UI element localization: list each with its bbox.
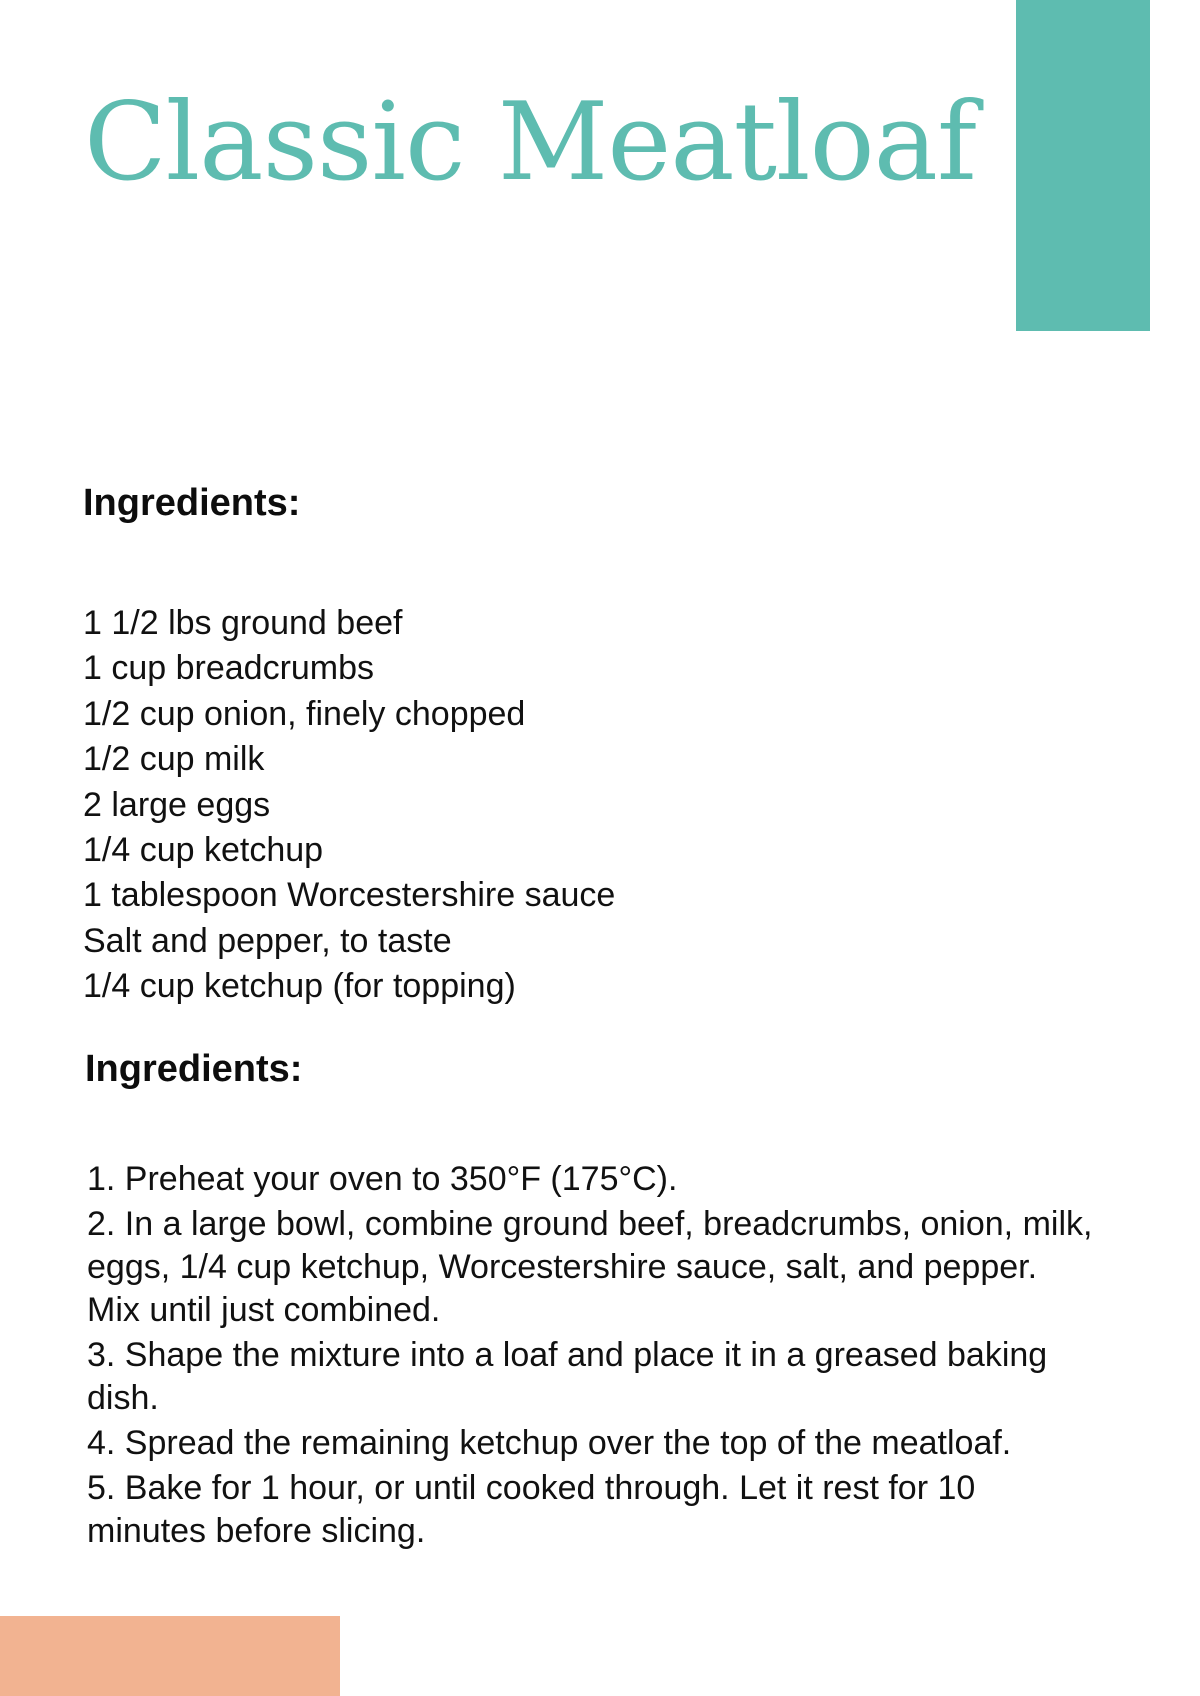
- instruction-step: 1. Preheat your oven to 350°F (175°C).: [87, 1160, 678, 1198]
- instruction-list: [87, 1158, 1097, 1555]
- instructions-heading: Ingredients:: [85, 1048, 303, 1090]
- ingredient-item: 1 1/2 lbs ground beef: [83, 604, 403, 642]
- instruction-step: 2. In a large bowl, combine ground beef, breadcrumbs, onion, milk, eggs, 1/4 cup ketchup, Worcestershire sauce, salt, and pepper. Mix until just combined.: [87, 1205, 1093, 1329]
- ingredient-item: 1 cup breadcrumbs: [83, 649, 375, 688]
- ingredient-item: 1/2 cup onion, finely chopped: [83, 694, 526, 733]
- instruction-step: 4. Spread the remaining ketchup over the top of the meatloaf.: [87, 1424, 1012, 1462]
- instruction-step: 3. Shape the mixture into a loaf and place it in a greased baking dish.: [87, 1336, 1048, 1417]
- ingredient-item: 1/4 cup ketchup (for topping): [83, 967, 516, 1006]
- ingredients-heading: Ingredients:: [83, 482, 301, 524]
- accent-bar-bottom: [0, 1616, 340, 1696]
- ingredient-item: Salt and pepper, to taste: [83, 921, 452, 960]
- ingredient-item: 1/4 cup ketchup: [83, 831, 324, 870]
- accent-bar-top: [1016, 0, 1150, 331]
- ingredient-list: [83, 601, 615, 1010]
- ingredient-item: 1/2 cup milk: [83, 740, 265, 779]
- ingredient-item: 1 tablespoon Worcestershire sauce: [83, 876, 616, 915]
- ingredient-item: 2 large eggs: [83, 785, 271, 824]
- page-title: Classic Meatloaf: [84, 80, 976, 205]
- instruction-step: 5. Bake for 1 hour, or until cooked through. Let it rest for 10 minutes before slicing.: [87, 1469, 976, 1550]
